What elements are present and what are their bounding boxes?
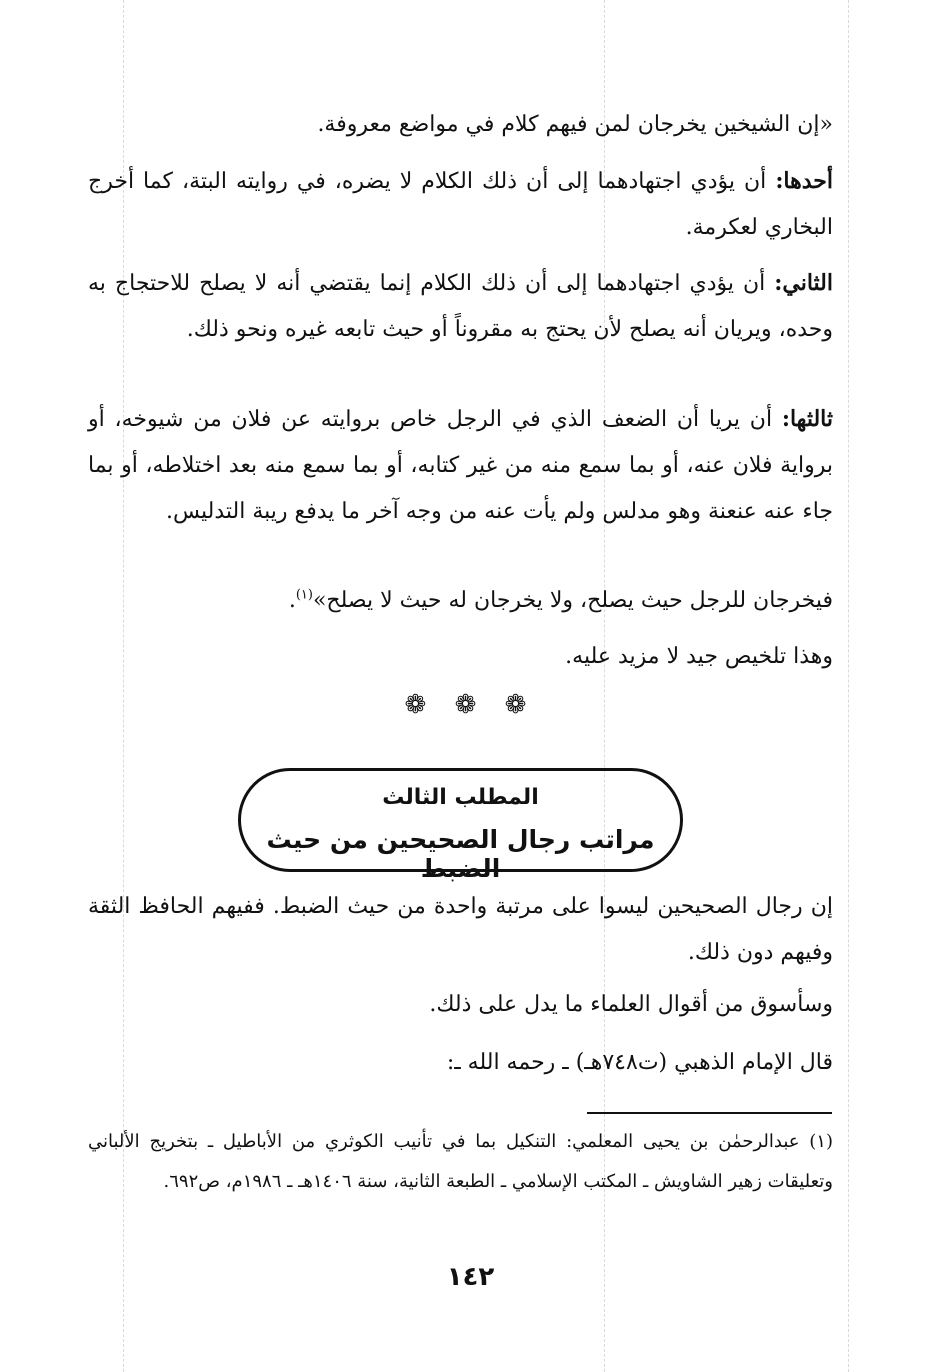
paragraph-first <box>88 158 833 251</box>
conclusion-text: فيخرجان للرجل حيث يصلح، ولا يخرجان له حيث لا يصلح» <box>312 588 833 613</box>
body-next-line: وسأسوق من أقوال العلماء ما يدل على ذلك. <box>429 992 833 1017</box>
footnote-reference: (١) <box>295 587 313 603</box>
paragraph-third-text: أن يريا أن الضعف الذي في الرجل خاص بروايته عن فلان من شيوخه، أو برواية فلان عنه، أو بما سمع منه من غير كتابه، أو بما سمع منه بعد اختلاطه، أو بما جاء عنه عنعنة وهو مدلس ولم يأت عنه من وجه آخر ما يدفع ريبة التدليس. <box>88 407 833 524</box>
footnote-separator <box>587 1112 832 1114</box>
paragraph-first-lead: أحدها: <box>775 168 833 194</box>
paragraph-conclusion <box>133 578 833 624</box>
conclusion-end: . <box>288 588 296 613</box>
body-intro-paragraph: إن رجال الصحيحين ليسوا على مرتبة واحدة من حيث الضبط. ففيهم الحافظ الثقة وفيهم دون ذلك. <box>88 894 833 965</box>
paragraph-second-lead: الثاني: <box>774 270 833 296</box>
footnote-text: (١) عبدالرحمٰن بن يحيى المعلمي: التنكيل بما في تأنيب الكوثري من الأباطيل ـ بتخريج الألباني وتعليقات زهير الشاويش ـ المكتب الإسلامي ـ الطبعة الثانية، سنة ١٤٠٦هـ ـ ١٩٨٦م، ص٦٩٢. <box>88 1131 833 1192</box>
summary-line: وهذا تلخيص جيد لا مزيد عليه. <box>565 644 833 669</box>
section-divider-ornament: ❁ ❁ ❁ <box>404 690 537 720</box>
paragraph-first-text: أن يؤدي اجتهادهما إلى أن ذلك الكلام لا يضره، في روايته البتة، كما أخرج البخاري لعكرمة. <box>88 169 833 240</box>
paragraph-third <box>88 396 833 535</box>
paragraph-second <box>88 260 833 353</box>
scan-artifact-line <box>848 0 849 1372</box>
section-title: المطلب الثالث <box>382 785 539 810</box>
quote-opening: «إن الشيخين يخرجان لمن فيهم كلام في مواضع معروفة. <box>317 112 833 137</box>
section-heading-box <box>238 768 683 883</box>
section-subtitle: مراتب رجال الصحيحين من حيث الضبط <box>266 825 655 883</box>
paragraph-second-text: أن يؤدي اجتهادهما إلى أن ذلك الكلام إنما يقتضي أنه لا يصلح للاحتجاج به وحده، ويريان أنه يصلح لأن يحتج به مقروناً أو حيث تابعه غيره ونحو ذلك. <box>88 271 833 342</box>
page-number: ١٤٢ <box>446 1262 495 1292</box>
paragraph-third-lead: ثالثها: <box>781 406 833 432</box>
body-quote-intro: قال الإمام الذهبي (ت٧٤٨هـ) ـ رحمه الله ـ: <box>446 1050 833 1075</box>
